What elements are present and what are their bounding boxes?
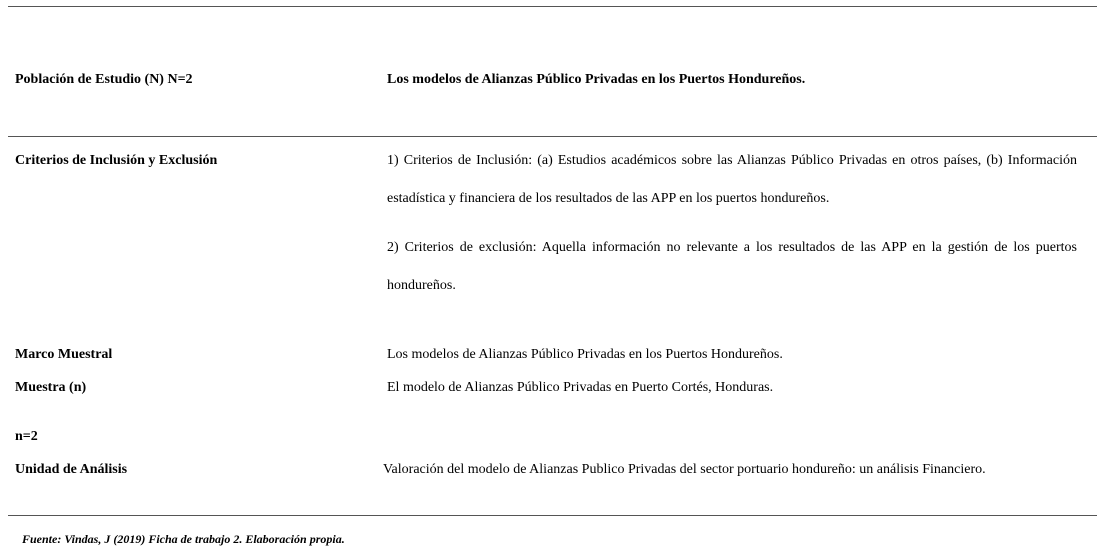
header-rule <box>8 136 1097 137</box>
poblacion-label: Población de Estudio (N) N=2 <box>15 72 193 87</box>
source-footnote: Fuente: Vindas, J (2019) Ficha de trabajo 2. Elaboración propia. <box>22 532 345 546</box>
criterios-label: Criterios de Inclusión y Exclusión <box>15 153 218 168</box>
bottom-rule <box>8 515 1097 516</box>
muestra-label: Muestra (n) <box>15 380 87 395</box>
marco-value: Los modelos de Alianzas Público Privadas en los Puertos Hondureños. <box>387 347 783 362</box>
unidad-label: Unidad de Análisis <box>15 462 128 477</box>
poblacion-value: Los modelos de Alianzas Público Privadas en los Puertos Hondureños. <box>387 72 806 87</box>
marco-label: Marco Muestral <box>15 347 113 362</box>
criterios-exclusion: 2) Criterios de exclusión: Aquella información no relevante a los resultados de las APP en la gestión de los puertos hondureños. <box>387 240 1077 293</box>
unidad-value: Valoración del modelo de Alianzas Publico Privadas del sector portuario hondureño: un análisis Financiero. <box>383 462 986 477</box>
n-label: n=2 <box>15 429 38 444</box>
top-rule <box>8 6 1097 7</box>
muestra-value: El modelo de Alianzas Público Privadas en Puerto Cortés, Honduras. <box>387 380 774 395</box>
criterios-inclusion: 1) Criterios de Inclusión: (a) Estudios académicos sobre las Alianzas Público Privadas en otros países, (b) Información estadística y financiera de los resultados de las APP en los puertos hondureños. <box>387 153 1077 206</box>
